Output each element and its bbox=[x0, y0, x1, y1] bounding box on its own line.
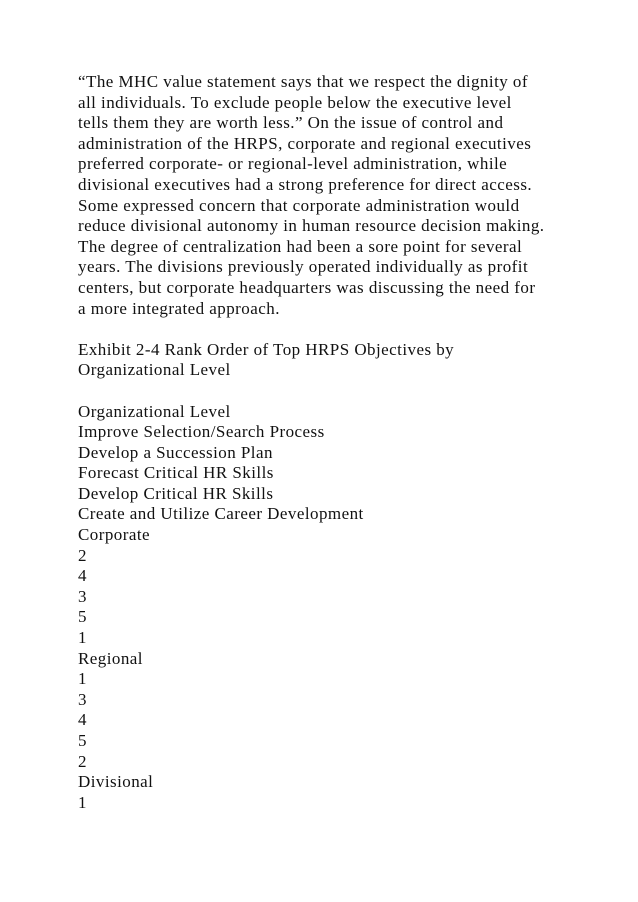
paragraph-line: all individuals. To exclude people below the executive level bbox=[78, 92, 512, 112]
table-header-label: Organizational Level bbox=[78, 401, 231, 421]
paragraph-line: tells them they are worth less.” On the issue of control and bbox=[78, 113, 504, 133]
paragraph-line: centers, but corporate headquarters was discussing the need for bbox=[78, 277, 536, 297]
rank-value: 1 bbox=[78, 628, 87, 648]
objective-item: Develop Critical HR Skills bbox=[78, 483, 274, 503]
level-name: Regional bbox=[78, 648, 143, 668]
paragraph-line: divisional executives had a strong preference for direct access. bbox=[78, 174, 533, 194]
rank-value: 5 bbox=[78, 607, 87, 627]
rank-value: 1 bbox=[78, 792, 87, 812]
rank-value: 4 bbox=[78, 710, 87, 730]
paragraph-line: preferred corporate- or regional-level administration, while bbox=[78, 154, 508, 174]
paragraph-line: “The MHC value statement says that we respect the dignity of bbox=[78, 72, 528, 91]
rank-value: 2 bbox=[78, 545, 87, 565]
level-name: Corporate bbox=[78, 525, 151, 545]
rank-value: 1 bbox=[78, 669, 87, 689]
paragraph-spacer bbox=[78, 381, 578, 402]
paragraph-line: years. The divisions previously operated individually as profit bbox=[78, 257, 529, 277]
paragraph-line: administration of the HRPS, corporate and regional executives bbox=[78, 133, 532, 153]
rank-value: 2 bbox=[78, 751, 87, 771]
paragraph-spacer bbox=[78, 319, 578, 340]
document-text bbox=[78, 72, 578, 813]
objective-item: Improve Selection/Search Process bbox=[78, 422, 325, 442]
exhibit-title: Exhibit 2-4 Rank Order of Top HRPS Objectives by bbox=[78, 339, 455, 359]
rank-value: 5 bbox=[78, 731, 87, 750]
objective-item: Develop a Succession Plan bbox=[78, 442, 273, 462]
rank-value: 4 bbox=[78, 566, 87, 586]
paragraph-line: a more integrated approach. bbox=[78, 298, 280, 318]
exhibit-title: Organizational Level bbox=[78, 360, 231, 380]
objective-item: Forecast Critical HR Skills bbox=[78, 463, 274, 483]
objective-item: Create and Utilize Career Development bbox=[78, 504, 364, 524]
rank-value: 3 bbox=[78, 586, 87, 606]
level-name: Divisional bbox=[78, 772, 154, 792]
paragraph-line: Some expressed concern that corporate administration would bbox=[78, 195, 520, 215]
paragraph-line: reduce divisional autonomy in human resource decision making. bbox=[78, 216, 545, 236]
rank-value: 3 bbox=[78, 689, 87, 709]
paragraph-line: The degree of centralization had been a sore point for several bbox=[78, 236, 523, 256]
